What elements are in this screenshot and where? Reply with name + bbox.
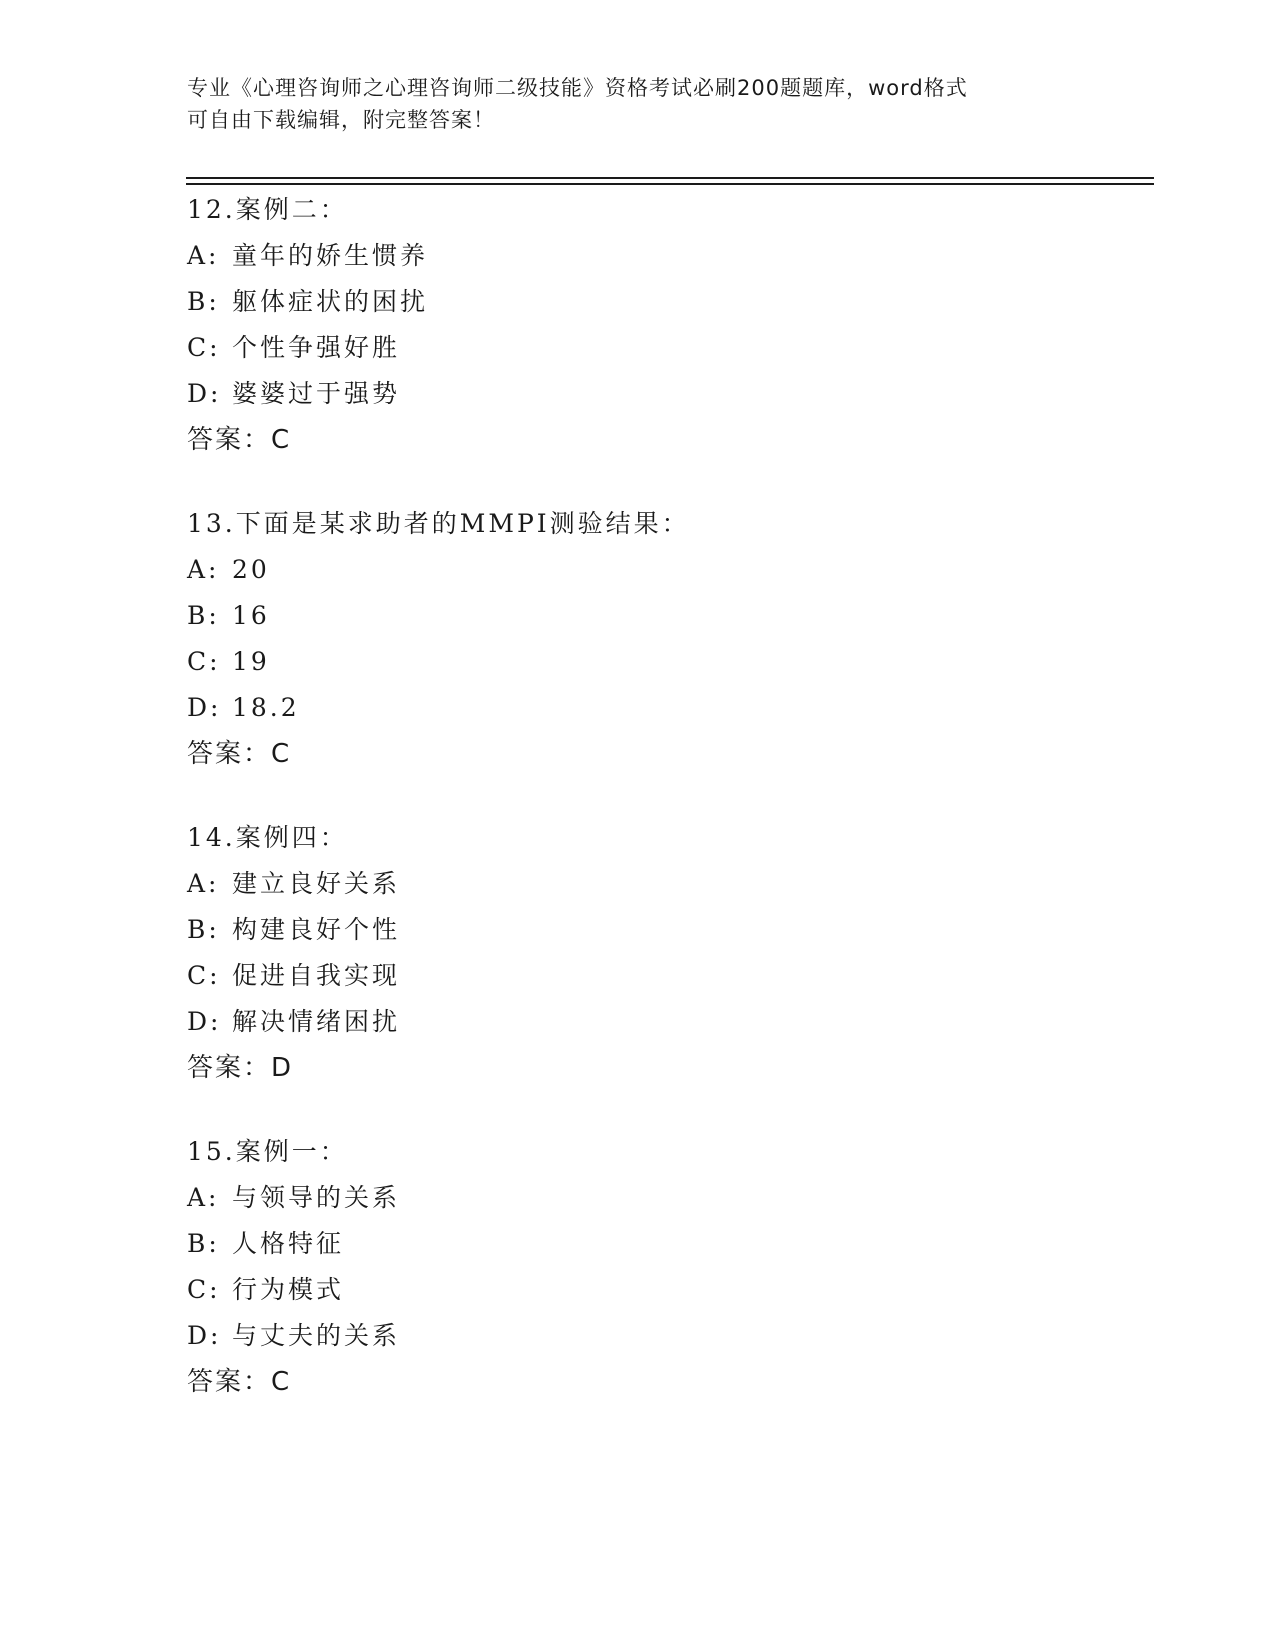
option-d — [187, 999, 1147, 1045]
answer-line: 答案：D — [187, 1053, 294, 1083]
option-text: 16 — [232, 601, 270, 630]
option-text: 个性争强好胜 — [232, 333, 401, 362]
option-prefix: D: — [187, 1007, 222, 1036]
option-text: 解决情绪困扰 — [232, 1007, 401, 1036]
option-prefix: D: — [187, 379, 222, 408]
option-text: 人格特征 — [232, 1229, 345, 1258]
option-prefix: A: — [187, 1183, 220, 1212]
option-d — [187, 1313, 1147, 1359]
option-prefix: B: — [187, 1229, 220, 1258]
option-b — [187, 593, 1147, 639]
option-c — [187, 325, 1147, 371]
option-prefix: D: — [187, 1321, 222, 1350]
answer-line: 答案：C — [187, 425, 292, 455]
question-12 — [187, 187, 1147, 463]
option-c — [187, 1267, 1147, 1313]
option-text: 18.2 — [232, 693, 300, 722]
option-c — [187, 639, 1147, 685]
document-header — [187, 72, 1087, 136]
option-d — [187, 371, 1147, 417]
option-a — [187, 861, 1147, 907]
question-stem: 15.案例一： — [187, 1137, 348, 1166]
question-list — [187, 187, 1147, 1443]
option-prefix: A: — [187, 555, 220, 584]
option-text: 20 — [232, 555, 270, 584]
option-prefix: D: — [187, 693, 222, 722]
option-a — [187, 547, 1147, 593]
option-text: 与丈夫的关系 — [232, 1321, 401, 1350]
option-text: 童年的娇生惯养 — [232, 241, 429, 270]
option-text: 躯体症状的困扰 — [232, 287, 429, 316]
option-prefix: C: — [187, 647, 221, 676]
option-a — [187, 1175, 1147, 1221]
option-text: 婆婆过于强势 — [232, 379, 401, 408]
option-prefix: C: — [187, 1275, 221, 1304]
option-prefix: B: — [187, 287, 220, 316]
answer-line: 答案：C — [187, 1367, 292, 1397]
option-text: 促进自我实现 — [232, 961, 401, 990]
option-prefix: C: — [187, 961, 221, 990]
option-b — [187, 907, 1147, 953]
question-13 — [187, 501, 1147, 777]
option-text: 行为模式 — [232, 1275, 345, 1304]
question-stem: 12.案例二： — [187, 195, 348, 224]
question-stem: 13.下面是某求助者的MMPI测验结果： — [187, 509, 690, 538]
header-line-2: 可自由下载编辑，附完整答案！ — [187, 108, 495, 132]
option-prefix: A: — [187, 869, 220, 898]
header-divider-top — [186, 177, 1154, 179]
option-text: 与领导的关系 — [232, 1183, 401, 1212]
question-14 — [187, 815, 1147, 1091]
option-prefix: C: — [187, 333, 221, 362]
answer-line: 答案：C — [187, 739, 292, 769]
option-c — [187, 953, 1147, 999]
option-d — [187, 685, 1147, 731]
option-prefix: A: — [187, 241, 220, 270]
header-divider-bottom — [186, 183, 1154, 185]
option-prefix: B: — [187, 915, 220, 944]
option-a — [187, 233, 1147, 279]
option-text: 构建良好个性 — [232, 915, 401, 944]
question-15 — [187, 1129, 1147, 1405]
option-b — [187, 279, 1147, 325]
option-prefix: B: — [187, 601, 220, 630]
question-stem: 14.案例四： — [187, 823, 348, 852]
option-text: 19 — [232, 647, 270, 676]
option-text: 建立良好关系 — [232, 869, 401, 898]
header-line-1: 专业《心理咨询师之心理咨询师二级技能》资格考试必刷200题题库，word格式 — [187, 76, 968, 100]
option-b — [187, 1221, 1147, 1267]
